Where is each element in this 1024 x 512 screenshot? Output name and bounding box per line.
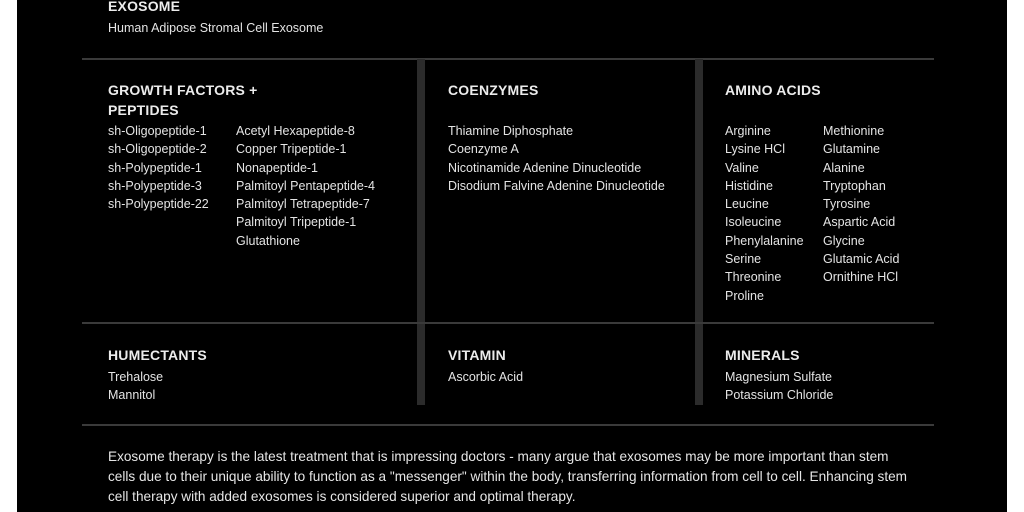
- list-item: Serine: [725, 252, 762, 267]
- exosome-description: Human Adipose Stromal Cell Exosome: [108, 21, 324, 35]
- list-item: Nonapeptide-1: [236, 160, 319, 175]
- list-item: Alanine: [823, 160, 865, 175]
- growth-factors-heading-line2: PEPTIDES: [108, 102, 179, 118]
- list-item: Histidine: [725, 178, 773, 193]
- list-item: sh-Polypeptide-3: [108, 178, 202, 193]
- vitamin-heading: VITAMIN: [448, 347, 506, 363]
- list-item: sh-Oligopeptide-1: [108, 124, 207, 138]
- list-item: Mannitol: [108, 388, 156, 403]
- humectants-heading: HUMECTANTS: [108, 347, 207, 363]
- list-item: Methionine: [823, 124, 885, 138]
- list-item: Trehalose: [108, 370, 164, 384]
- list-item: Arginine: [725, 124, 771, 138]
- list-item: Ascorbic Acid: [448, 370, 524, 384]
- exosome-heading: EXOSOME: [108, 0, 181, 14]
- list-item: Aspartic Acid: [823, 215, 896, 230]
- list-item: Thiamine Diphosphate: [448, 124, 574, 138]
- divider-top: [82, 58, 934, 60]
- list-item: Glutathione: [236, 233, 300, 248]
- minerals-list: [725, 368, 833, 405]
- list-item: Leucine: [725, 197, 769, 212]
- list-item: Threonine: [725, 270, 782, 285]
- list-item: Copper Tripeptide-1: [236, 142, 347, 157]
- list-item: sh-Oligopeptide-2: [108, 142, 207, 157]
- list-item: sh-Polypeptide-22: [108, 197, 209, 212]
- amino-acids-heading: AMINO ACIDS: [725, 82, 821, 98]
- growth-factors-heading-line1: GROWTH FACTORS +: [108, 82, 258, 98]
- list-item: Proline: [725, 288, 764, 303]
- list-item: Nicotinamide Adenine Dinucleotide: [448, 160, 642, 175]
- list-item: Lysine HCl: [725, 142, 785, 157]
- divider-middle: [82, 322, 934, 324]
- list-item: Coenzyme A: [448, 142, 519, 157]
- vitamin-list: [448, 368, 523, 386]
- amino-acids-list-1: [725, 122, 804, 305]
- list-item: Tyrosine: [823, 197, 871, 212]
- divider-vertical-left: [417, 59, 425, 405]
- list-item: Isoleucine: [725, 215, 782, 230]
- growth-factors-list-1: [108, 122, 209, 213]
- list-item: Phenylalanine: [725, 233, 804, 248]
- list-item: Magnesium Sulfate: [725, 370, 833, 384]
- list-item: Potassium Chloride: [725, 388, 834, 403]
- divider-bottom: [82, 424, 934, 426]
- list-item: Palmitoyl Tetrapeptide-7: [236, 197, 370, 212]
- list-item: Acetyl Hexapeptide-8: [236, 124, 355, 138]
- amino-acids-list-2: [823, 122, 899, 287]
- growth-factors-list-2: [236, 122, 375, 250]
- list-item: sh-Polypeptide-1: [108, 160, 202, 175]
- list-item: Palmitoyl Pentapeptide-4: [236, 178, 375, 193]
- list-item: Disodium Falvine Adenine Dinucleotide: [448, 178, 665, 193]
- list-item: Glutamine: [823, 142, 880, 157]
- divider-vertical-right: [695, 59, 703, 405]
- list-item: Glutamic Acid: [823, 252, 900, 267]
- footer-paragraph: Exosome therapy is the latest treatment that is impressing doctors - many argue that exosomes may be more important than stem cells due to their unique ability to function as a "messenger" within the body, transferring information from cell to cell. Enhancing stem cell therapy with added exosomes is considered superior and optimal therapy.: [108, 449, 907, 504]
- list-item: Palmitoyl Tripeptide-1: [236, 215, 357, 230]
- list-item: Ornithine HCl: [823, 270, 899, 285]
- ingredients-panel: [17, 0, 1007, 512]
- minerals-heading: MINERALS: [725, 347, 800, 363]
- coenzymes-heading: COENZYMES: [448, 82, 539, 98]
- list-item: Tryptophan: [823, 178, 886, 193]
- growth-factors-heading: [108, 80, 258, 120]
- list-item: Glycine: [823, 233, 865, 248]
- list-item: Valine: [725, 160, 759, 175]
- humectants-list: [108, 368, 163, 405]
- coenzymes-list: [448, 122, 665, 195]
